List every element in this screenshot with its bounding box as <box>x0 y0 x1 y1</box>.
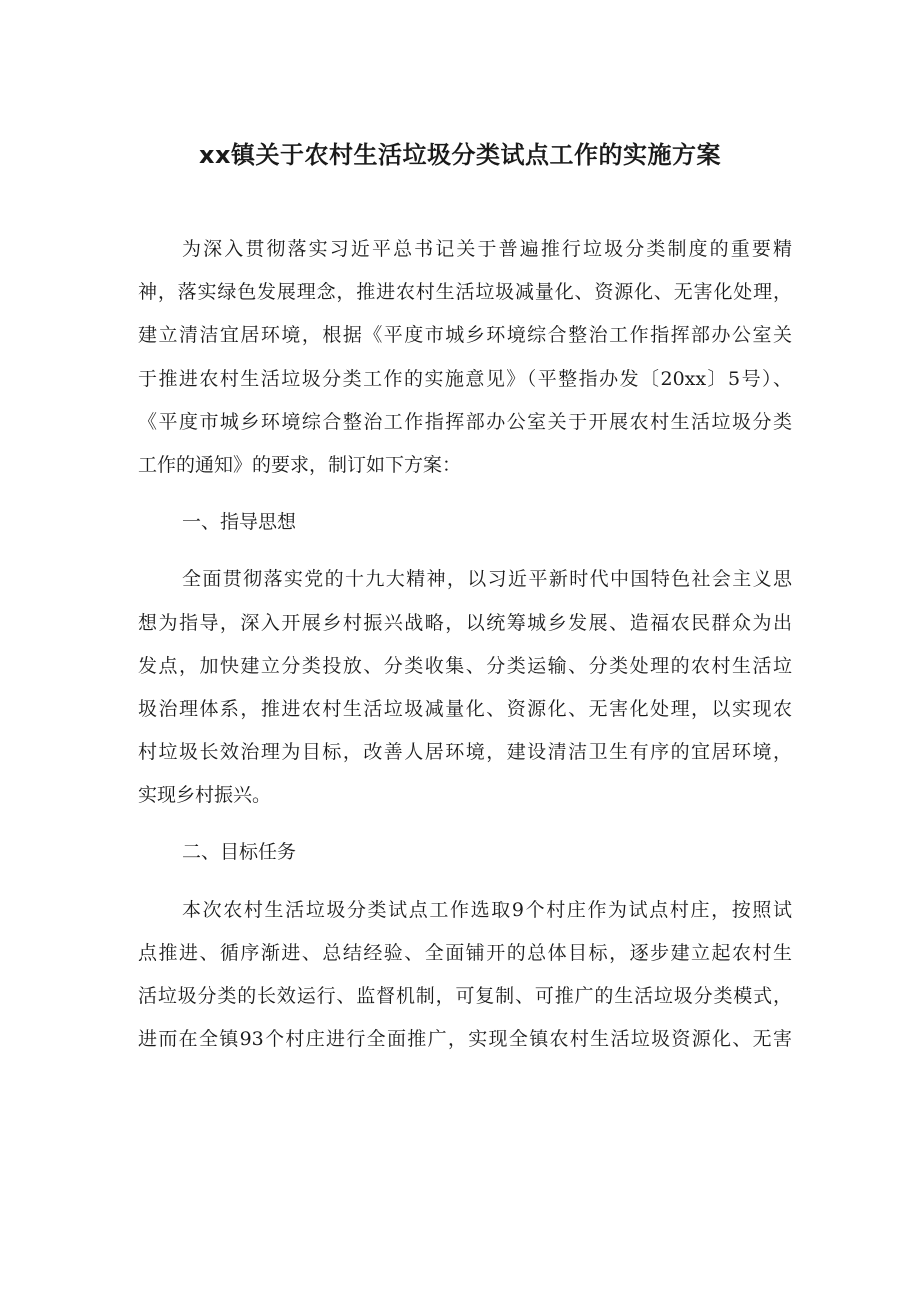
paragraph-line: 发点，加快建立分类投放、分类收集、分类运输、分类处理的农村生活垃 <box>138 654 792 677</box>
paragraph-line: 想为指导，深入开展乡村振兴战略，以统筹城乡发展、造福农民群众为出 <box>138 611 792 634</box>
document-body <box>138 228 792 1061</box>
section-heading-goals-tasks: 二、目标任务 <box>182 841 297 864</box>
paragraph-line: 村垃圾长效治理为目标，改善人居环境，建设清洁卫生有序的宜居环境， <box>138 741 792 764</box>
paragraph-line: 实现乡村振兴。 <box>138 784 272 807</box>
intro-paragraph <box>138 228 792 487</box>
paragraph-line: 点推进、循序渐进、总结经验、全面铺开的总体目标，逐步建立起农村生 <box>138 941 792 964</box>
paragraph-line: 神，落实绿色发展理念，推进农村生活垃圾减量化、资源化、无害化处理， <box>138 281 792 304</box>
guiding-thought-paragraph <box>138 558 792 817</box>
paragraph-line: 圾治理体系，推进农村生活垃圾减量化、资源化、无害化处理，以实现农 <box>138 697 792 720</box>
paragraph-line: 《平度市城乡环境综合整治工作指挥部办公室关于开展农村生活垃圾分类 <box>138 410 792 433</box>
paragraph-line: 全面贯彻落实党的十九大精神，以习近平新时代中国特色社会主义思 <box>182 568 792 591</box>
paragraph-line: 工作的通知》的要求，制订如下方案： <box>138 453 462 476</box>
paragraph-line: 于推进农村生活垃圾分类工作的实施意见》（平整指办发〔20xx〕5号）、 <box>138 367 792 390</box>
paragraph-line: 活垃圾分类的长效运行、监督机制，可复制、可推广的生活垃圾分类模式， <box>138 985 792 1007</box>
paragraph-line: 进而在全镇93个村庄进行全面推广，实现全镇农村生活垃圾资源化、无害 <box>138 1028 792 1051</box>
goals-tasks-paragraph <box>138 889 792 1062</box>
document-title: xx镇关于农村生活垃圾分类试点工作的实施方案 <box>199 141 721 169</box>
paragraph-line: 本次农村生活垃圾分类试点工作选取9个村庄作为试点村庄，按照试 <box>182 898 792 921</box>
paragraph-line: 为深入贯彻落实习近平总书记关于普遍推行垃圾分类制度的重要精 <box>182 238 792 260</box>
paragraph-line: 建立清洁宜居环境，根据《平度市城乡环境综合整治工作指挥部办公室关 <box>138 324 792 347</box>
section-heading-guiding-thought: 一、指导思想 <box>182 511 297 534</box>
